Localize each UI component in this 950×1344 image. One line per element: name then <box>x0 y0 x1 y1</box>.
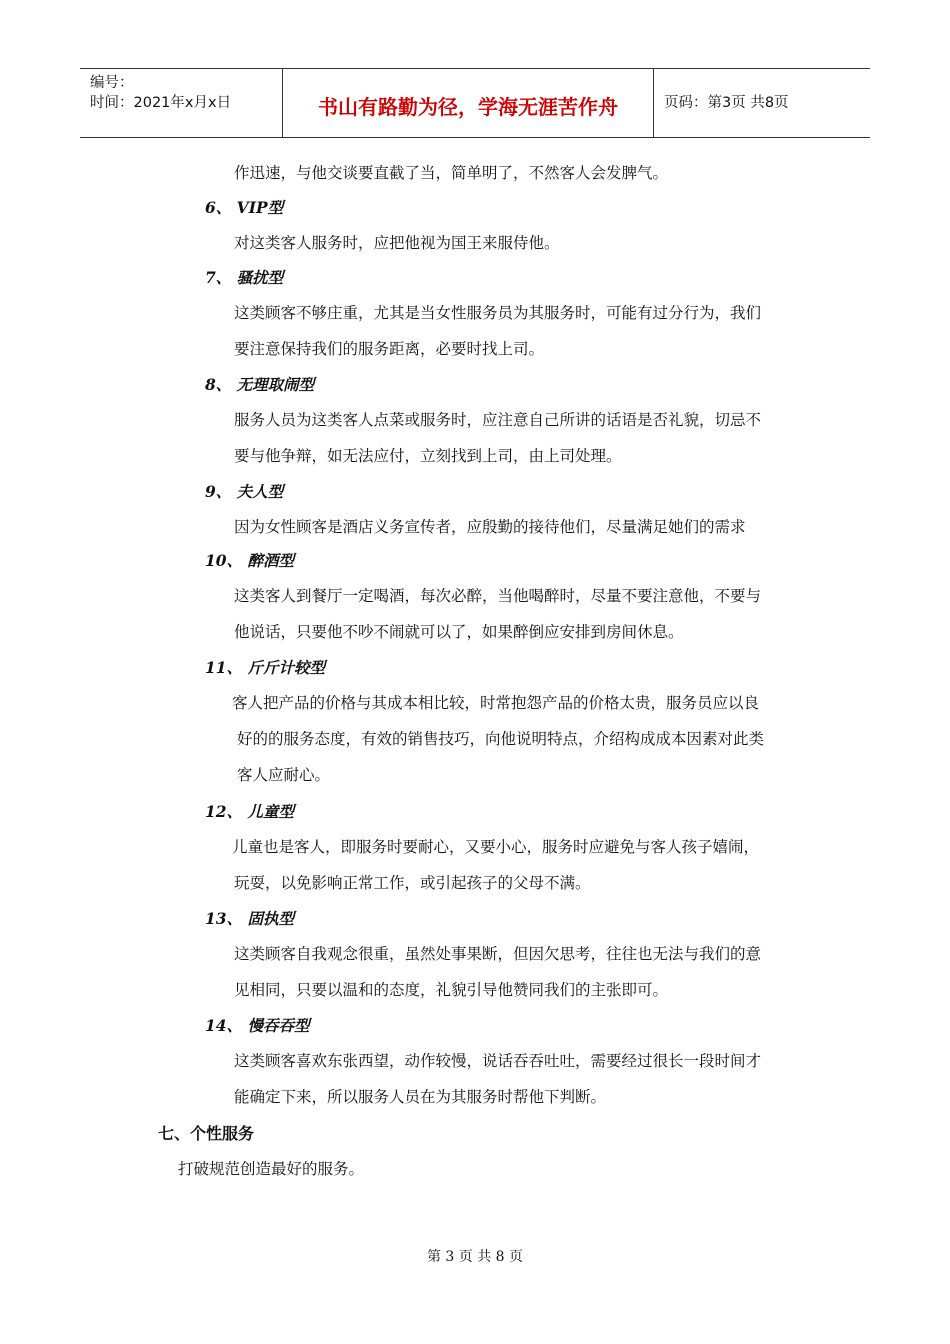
customer-type-heading: 12、 儿童型 <box>205 802 294 821</box>
customer-type-heading: 14、 慢吞吞型 <box>205 1016 310 1035</box>
customer-type-description-line: 好的的服务态度，有效的销售技巧，向他说明特点，介绍构成成本因素对此类 <box>237 730 765 748</box>
customer-type-description-line: 客人应耐心。 <box>237 766 331 784</box>
customer-type-heading: 10、 醉酒型 <box>205 551 294 570</box>
customer-type-heading: 7、 骚扰型 <box>205 268 284 287</box>
section-text: 打破规范创造最好的服务。 <box>178 1160 365 1178</box>
customer-type-heading: 13、 固执型 <box>205 909 294 928</box>
customer-type-description-line: 这类顾客自我观念很重，虽然处事果断，但因欠思考，往往也无法与我们的意 <box>234 945 762 963</box>
customer-type-heading: 9、 夫人型 <box>205 482 284 501</box>
customer-type-description-line: 玩耍，以免影响正常工作，或引起孩子的父母不满。 <box>234 874 591 892</box>
continued-text-line: 作迅速，与他交谈要直截了当，简单明了，不然客人会发脾气。 <box>234 164 669 182</box>
header-motto-cell <box>282 69 654 137</box>
customer-type-description-line: 他说话，只要他不吵不闹就可以了，如果醉倒应安排到房间休息。 <box>234 623 684 641</box>
customer-type-heading: 6、 VIP型 <box>205 198 284 217</box>
customer-type-description-line: 见相同，只要以温和的态度，礼貌引导他赞同我们的主张即可。 <box>234 981 669 999</box>
customer-type-description-line: 这类顾客不够庄重，尤其是当女性服务员为其服务时，可能有过分行为，我们 <box>234 304 762 322</box>
header-motto: 书山有路勤为径，学海无涯苦作舟 <box>318 95 618 119</box>
page-header <box>80 68 870 138</box>
customer-type-description-line: 这类顾客喜欢东张西望，动作较慢，说话吞吞吐吐，需要经过很长一段时间才 <box>234 1052 762 1070</box>
page-footer: 第 3 页 共 8 页 <box>426 1249 524 1265</box>
customer-type-description-line: 能确定下来，所以服务人员在为其服务时帮他下判断。 <box>234 1088 607 1106</box>
section-title: 七、个性服务 <box>158 1124 255 1143</box>
customer-type-heading: 8、 无理取闹型 <box>205 375 315 394</box>
customer-type-description-line: 服务人员为这类客人点菜或服务时，应注意自己所讲的话语是否礼貌，切忌不 <box>234 411 762 429</box>
customer-type-description-line: 要注意保持我们的服务距离，必要时找上司。 <box>234 340 545 358</box>
header-page-number: 页码：第3页 共8页 <box>664 95 789 111</box>
customer-type-description-line: 客人把产品的价格与其成本相比较，时常抱怨产品的价格太贵，服务员应以良 <box>232 694 760 712</box>
customer-type-description-line: 对这类客人服务时，应把他视为国王来服侍他。 <box>234 234 560 252</box>
header-info <box>80 69 282 137</box>
document-number-label: 编号： <box>90 75 134 91</box>
customer-type-heading: 11、 斤斤计较型 <box>205 658 325 677</box>
customer-type-description-line: 要与他争辩，如无法应付，立刻找到上司，由上司处理。 <box>234 447 622 465</box>
customer-type-description-line: 因为女性顾客是酒店义务宣传者，应殷勤的接待他们，尽量满足她们的需求 <box>234 518 746 536</box>
document-date-label: 时间：2021年x月x日 <box>90 95 232 111</box>
customer-type-description-line: 儿童也是客人，即服务时要耐心，又要小心，服务时应避免与客人孩子嬉闹， <box>232 838 760 856</box>
customer-type-description-line: 这类客人到餐厅一定喝酒，每次必醉，当他喝醉时，尽量不要注意他，不要与 <box>234 587 762 605</box>
